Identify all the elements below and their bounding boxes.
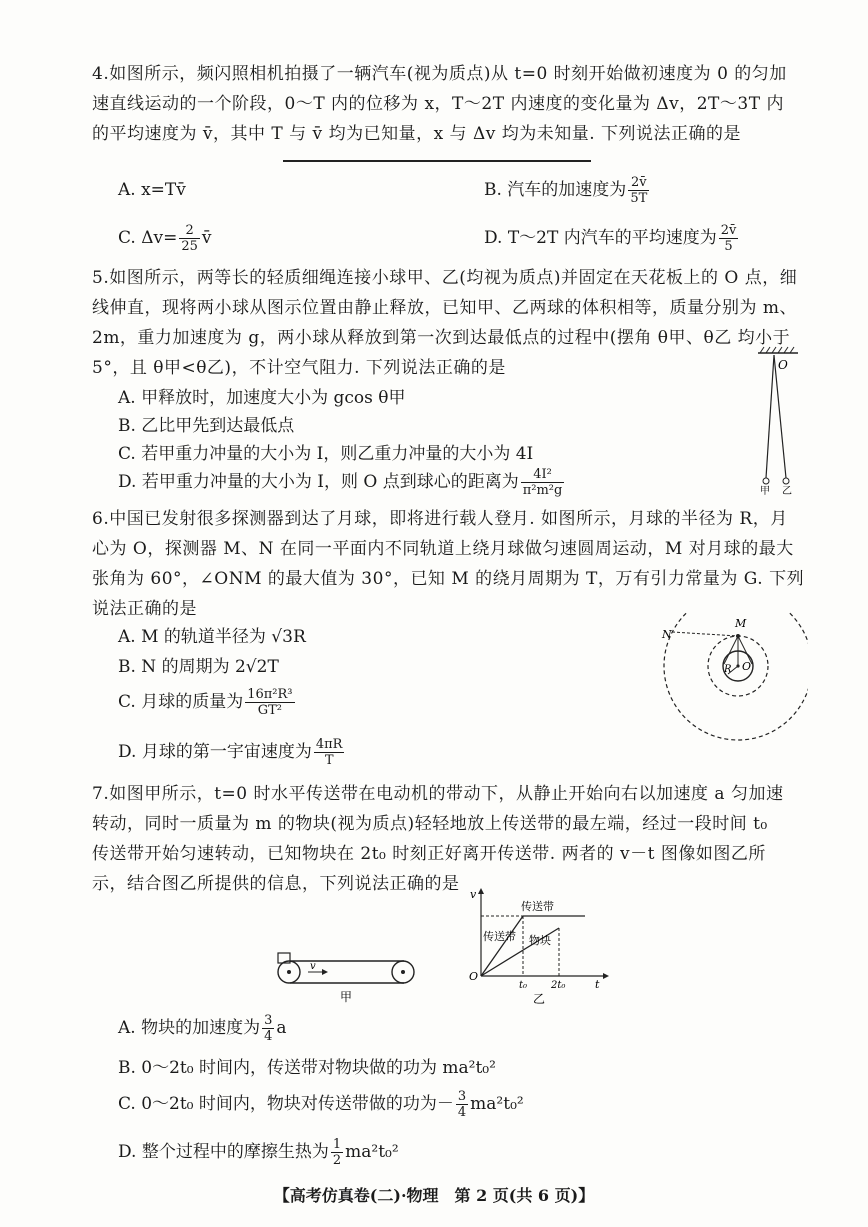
q7-belt-accel-line — [481, 916, 523, 976]
q7-c-den: 4 — [457, 1105, 467, 1120]
q7-stem-line3: 传送带开始匀速转动，已知物块在 2t₀ 时刻正好离开传送带. 两者的 v－t 图像如图乙所 — [92, 844, 766, 864]
q7-option-c-tail: ma²t₀² — [470, 1094, 524, 1114]
q7-option-d-tail: ma²t₀² — [345, 1142, 399, 1162]
q7-option-a-fraction — [262, 1013, 274, 1044]
q5-stem-line2: 线伸直，现将两小球从图示位置由静止释放，已知甲、乙两球的体积相等，质量分别为 m、 — [92, 298, 798, 318]
q6-stem-line1: 6.中国已发射很多探测器到达了月球，即将进行载人登月. 如图所示，月球的半径为 R，月 — [92, 509, 788, 529]
q4-option-b — [484, 172, 651, 208]
q7-graph-block-label: 物块 — [529, 934, 551, 947]
q7-option-c — [118, 1086, 524, 1122]
q5-stem-line4: 5°，且 θ甲<θ乙)，不计空气阻力. 下列说法正确的是 — [92, 358, 506, 378]
q4-b-den: 5T — [630, 191, 648, 206]
q7-option-a — [118, 1010, 287, 1046]
q7-graph-belt-label-top: 传送带 — [521, 900, 554, 913]
q4-c-num: 2 — [179, 223, 200, 239]
q6-option-c-fraction — [245, 687, 294, 718]
q7-a-den: 4 — [264, 1029, 273, 1044]
q5-pendulum-figure — [752, 345, 802, 495]
q6-d-den: T — [324, 753, 334, 768]
q4-option-c — [118, 220, 212, 256]
q4-d-den: 5 — [724, 239, 733, 254]
q7-graph-2t0: 2t₀ — [551, 980, 566, 991]
q7-graph-origin: O — [469, 970, 479, 983]
page-footer: 【高考仿真卷(二)·物理 第 2 页(共 6 页)】 — [273, 1186, 595, 1205]
q4-option-d — [484, 220, 740, 256]
q6-c-num: 16π²R³ — [247, 687, 293, 702]
q6-orbit-figure — [658, 612, 808, 747]
q5-fig-label-o: O — [778, 358, 788, 372]
q6-c-den: GT² — [257, 703, 282, 718]
q6-d-num: 4πR — [315, 737, 343, 752]
q5-stem-line3: 2m，重力加速度为 g，两小球从释放到第一次到达最低点的过程中(摆角 θ甲、θ乙 均小于 — [92, 328, 791, 348]
q5-d-den: π²m²g — [522, 483, 563, 498]
q4-option-b-text: B. 汽车的加速度为 — [484, 180, 627, 200]
q7-stem-line2: 转动，同时一质量为 m 的物块(视为质点)轻轻地放上传送带的最左端，经过一段时间 t₀ — [92, 814, 768, 834]
q7-option-c-text: C. 0～2t₀ 时间内，物块对传送带做的功为－ — [118, 1094, 454, 1114]
q5-fig-label-jia: 甲 — [760, 486, 770, 495]
q7-conveyor-figure — [270, 945, 420, 1005]
q7-stem-line1: 7.如图甲所示，t=0 时水平传送带在电动机的带动下，从静止开始向右以加速度 a 匀加速 — [92, 784, 784, 804]
q7-graph-t0: t₀ — [519, 980, 528, 991]
q7-fig-label-u: v — [310, 961, 316, 972]
q4-option-a: A. x=Tv̄ — [118, 180, 186, 200]
q5-option-a: A. 甲释放时，加速度大小为 gcos θ甲 — [118, 388, 406, 408]
q6-stem-line2: 心为 O，探测器 M、N 在同一平面内不同轨道上绕月球做匀速圆周运动，M 对月球的最大 — [92, 539, 794, 559]
q7-d-den: 2 — [332, 1153, 342, 1168]
q6-option-d-fraction — [314, 737, 345, 768]
q6-option-c — [118, 684, 297, 720]
q5-option-d-text: D. 若甲重力冲量的大小为 I，则 O 点到球心的距离为 — [118, 472, 519, 492]
q7-a-num: 3 — [264, 1013, 273, 1028]
q7-option-c-fraction — [456, 1089, 468, 1120]
q5-d-num: 4I² — [521, 467, 565, 483]
q7-option-a-text: A. 物块的加速度为 — [118, 1018, 261, 1038]
q6-fig-label-o: O — [742, 660, 752, 673]
q6-option-d-text: D. 月球的第一宇宙速度为 — [118, 742, 312, 762]
q6-option-c-text: C. 月球的质量为 — [118, 692, 244, 712]
q6-fig-label-r: R — [724, 664, 732, 675]
q7-fig-label-jia: 甲 — [340, 990, 353, 1004]
q6-fig-label-n: N — [662, 628, 672, 641]
q7-graph-v-label: v — [470, 888, 477, 901]
q6-option-a: A. M 的轨道半径为 √3R — [118, 627, 306, 647]
q7-d-num: 1 — [332, 1137, 342, 1152]
q4-stem-line2: 速直线运动的一个阶段，0～T 内的位移为 x，T～2T 内速度的变化量为 Δv，2T～3T 内 — [92, 94, 784, 114]
q5-fig-label-yi: 乙 — [782, 486, 792, 495]
q4-photo-strip-line — [283, 160, 591, 162]
q5-option-c: C. 若甲重力冲量的大小为 I，则乙重力冲量的大小为 4I — [118, 444, 534, 464]
q7-option-d-text: D. 整个过程中的摩擦生热为 — [118, 1142, 329, 1162]
q7-option-b: B. 0～2t₀ 时间内，传送带对物块做的功为 ma²t₀² — [118, 1058, 496, 1078]
q5-stem-line1: 5.如图所示，两等长的轻质细绳连接小球甲、乙(均视为质点)并固定在天花板上的 O 点，细 — [92, 268, 798, 288]
q4-option-d-fraction — [719, 223, 739, 254]
q4-option-c-text: C. Δv= — [118, 228, 178, 248]
q4-c-den: 25 — [181, 239, 198, 254]
q5-option-b: B. 乙比甲先到达最低点 — [118, 416, 295, 436]
q6-fig-label-m: M — [735, 617, 747, 630]
q5-option-d — [118, 464, 566, 500]
q6-option-b: B. N 的周期为 2√2T — [118, 657, 279, 677]
q7-option-d — [118, 1134, 399, 1170]
q7-fig-label-yi: 乙 — [533, 992, 546, 1006]
q4-option-c-fraction — [179, 223, 200, 254]
q7-vt-graph — [463, 884, 613, 1006]
q7-graph-t: t — [595, 978, 600, 991]
q7-stem-line4: 示，结合图乙所提供的信息，下列说法正确的是 — [92, 874, 460, 894]
q4-stem-line1: 4.如图所示，频闪照相机拍摄了一辆汽车(视为质点)从 t=0 时刻开始做初速度为 0 的匀加 — [92, 64, 787, 84]
q4-b-num: 2v̄ — [628, 175, 649, 191]
q4-stem-line3: 的平均速度为 v̄，其中 T 与 v̄ 均为已知量，x 与 Δv 均为未知量. 下列说法正确的是 — [92, 124, 742, 144]
q5-option-d-fraction — [521, 467, 565, 498]
q4-option-b-fraction — [628, 175, 649, 206]
q7-option-a-tail: a — [276, 1018, 287, 1038]
q7-c-num: 3 — [457, 1089, 467, 1104]
q4-d-num: 2v̄ — [720, 223, 737, 238]
q6-stem-line3: 张角为 60°，∠ONM 的最大值为 30°，已知 M 的绕月周期为 T，万有引力常量为 G. 下列 — [92, 569, 805, 589]
q7-graph-belt-label: 传送带 — [483, 930, 516, 943]
q7-option-d-fraction — [331, 1137, 343, 1168]
q6-option-d — [118, 734, 346, 770]
q4-option-d-text: D. T～2T 内汽车的平均速度为 — [484, 228, 717, 248]
q6-stem-line4: 说法正确的是 — [92, 599, 197, 619]
q4-option-c-tail: v̄ — [201, 228, 212, 248]
